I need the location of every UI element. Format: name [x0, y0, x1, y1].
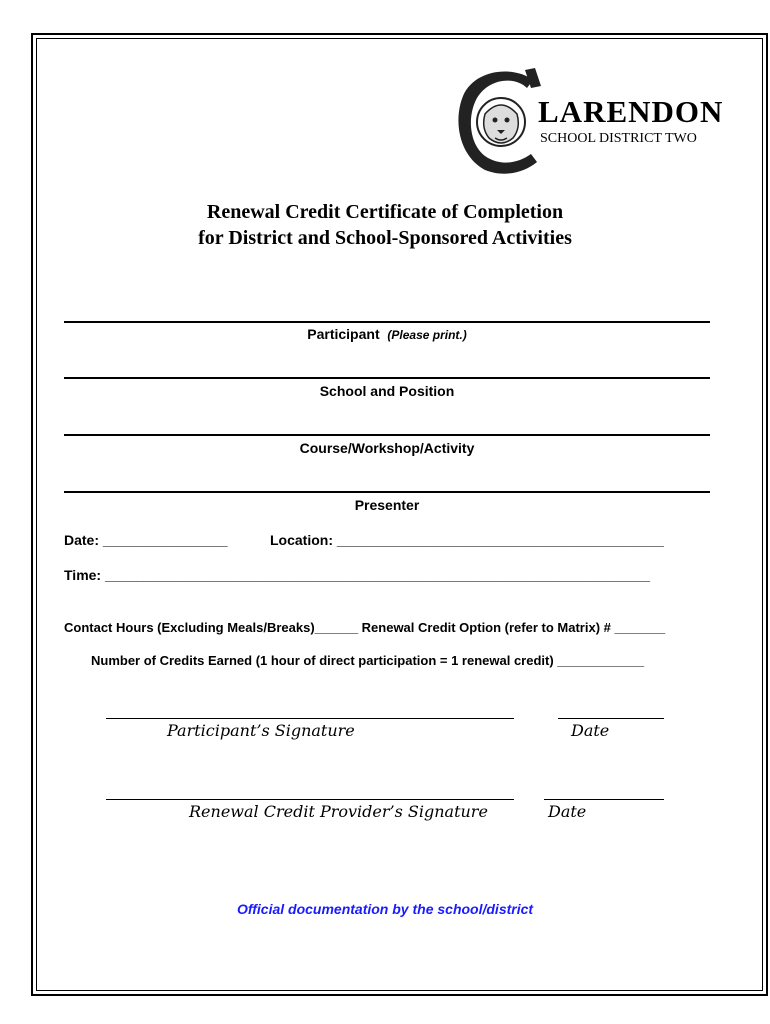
participant-signature-label: Participant’s Signature	[167, 721, 355, 740]
logo-title: LARENDON	[538, 94, 724, 129]
participant-label	[64, 326, 710, 342]
district-logo	[455, 66, 724, 176]
location-field[interactable]: Location: __________________________________________	[270, 532, 664, 548]
date-line-2[interactable]	[544, 799, 664, 800]
time-field[interactable]: Time: ______________________________________________________________________	[64, 567, 651, 583]
presenter-label: Presenter	[354, 497, 420, 513]
logo-subtitle: SCHOOL DISTRICT TWO	[540, 131, 697, 146]
lion-icon	[455, 66, 545, 176]
date-field[interactable]: Date: ________________	[64, 532, 228, 548]
provider-signature-line[interactable]	[106, 799, 514, 800]
participant-note: (Please print.)	[387, 328, 467, 342]
date-label-1: Date	[571, 721, 610, 740]
date-label-2: Date	[548, 802, 587, 821]
school-position-line[interactable]	[64, 377, 710, 379]
participant-text: Participant	[307, 326, 380, 342]
certificate-title-line2: for District and School-Sponsored Activities	[198, 227, 572, 249]
course-label: Course/Workshop/Activity	[299, 440, 475, 456]
certificate-title-line1: Renewal Credit Certificate of Completion	[206, 201, 564, 223]
course-line[interactable]	[64, 434, 710, 436]
presenter-line[interactable]	[64, 491, 710, 493]
credits-earned-field[interactable]: Number of Credits Earned (1 hour of direct participation = 1 renewal credit) ____________	[91, 653, 645, 668]
provider-signature-label: Renewal Credit Provider’s Signature	[189, 802, 488, 821]
contact-hours-field[interactable]: Contact Hours (Excluding Meals/Breaks)______ Renewal Credit Option (refer to Matrix) # _______	[64, 620, 666, 635]
school-position-label: School and Position	[319, 383, 455, 399]
page-border-inner	[36, 38, 763, 991]
participant-signature-line[interactable]	[106, 718, 514, 719]
participant-line[interactable]	[64, 321, 710, 323]
footer-note: Official documentation by the school/district	[236, 901, 534, 917]
date-line-1[interactable]	[558, 718, 664, 719]
